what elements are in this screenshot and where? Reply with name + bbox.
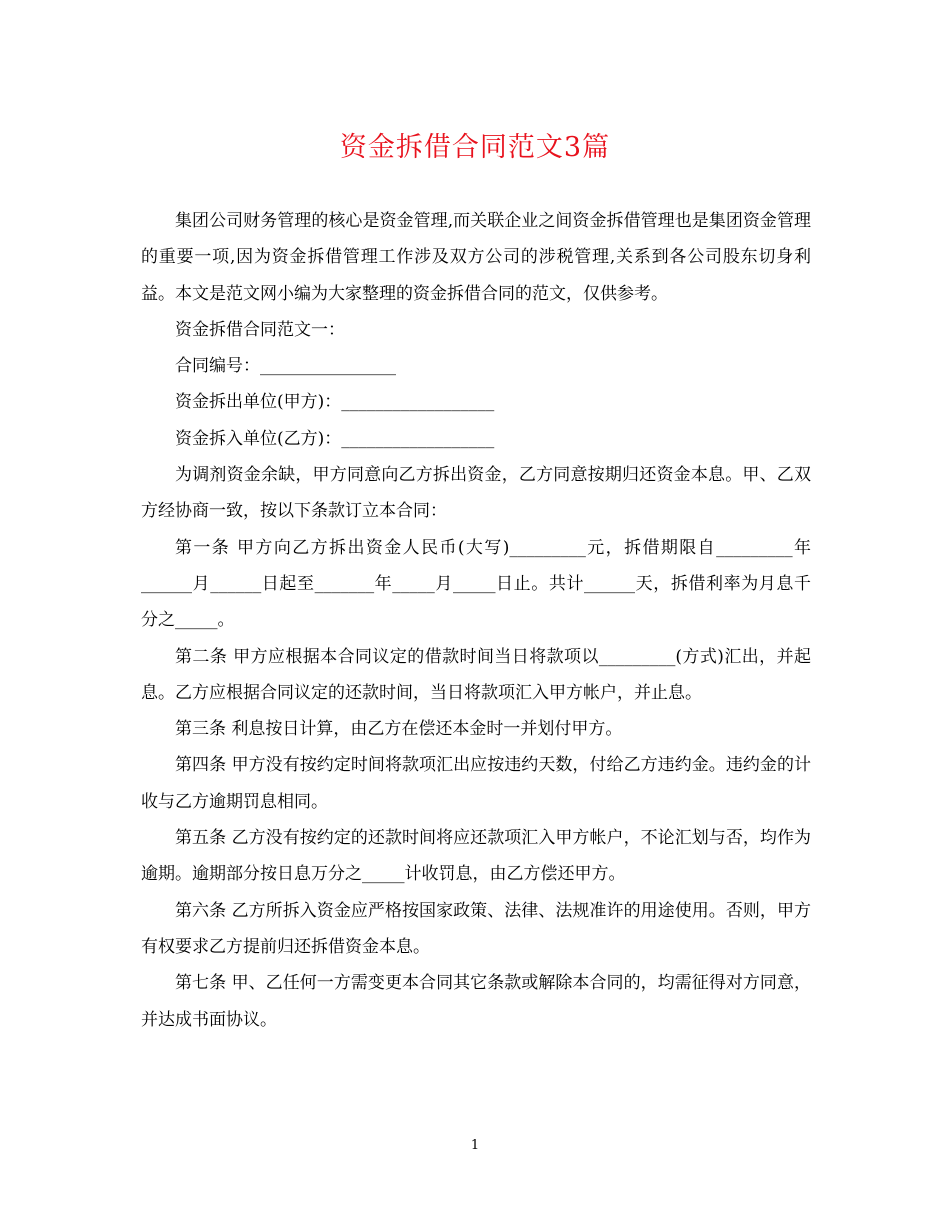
clause-7: 第七条 甲、乙任何一方需变更本合同其它条款或解除本合同的，均需征得对方同意，并达成书面协议。 <box>141 973 811 1030</box>
page-number: 1 <box>470 1138 480 1153</box>
lender-line: 资金拆出单位(甲方)：__________________ <box>175 392 495 413</box>
contract-number-line: 合同编号：________________ <box>175 356 396 377</box>
clause-4: 第四条 甲方没有按约定时间将款项汇出应按违约天数，付给乙方违约金。违约金的计收与乙方逾期罚息相同。 <box>141 755 811 812</box>
preamble-paragraph: 为调剂资金余缺，甲方同意向乙方拆出资金，乙方同意按期归还资金本息。甲、乙双方经协商一致，按以下条款订立本合同： <box>141 465 811 522</box>
clause-2: 第二条 甲方应根据本合同议定的借款时间当日将款项以_________(方式)汇出，并起息。乙方应根据合同议定的还款时间，当日将款项汇入甲方帐户，并止息。 <box>141 646 811 703</box>
borrower-line: 资金拆入单位(乙方)：__________________ <box>175 428 495 449</box>
clause-5: 第五条 乙方没有按约定的还款时间将应还款项汇入甲方帐户，不论汇划与否，均作为逾期。逾期部分按日息万分之_____计收罚息，由乙方偿还甲方。 <box>141 828 811 885</box>
intro-paragraph: 集团公司财务管理的核心是资金管理,而关联企业之间资金拆借管理也是集团资金管理的重要一项,因为资金拆借管理工作涉及双方公司的涉税管理,关系到各公司股东切身利益。本文是范文网小编为大家整理的资金拆借合同的范文，仅供参考。 <box>141 211 811 304</box>
clause-6: 第六条 乙方所拆入资金应严格按国家政策、法律、法规准许的用途使用。否则，甲方有权要求乙方提前归还拆借资金本息。 <box>141 900 811 957</box>
section-heading: 资金拆借合同范文一： <box>175 319 345 340</box>
document-body <box>141 203 811 1038</box>
clause-3: 第三条 利息按日计算，由乙方在偿还本金时一并划付甲方。 <box>175 719 623 740</box>
document-title: 资金拆借合同范文3篇 <box>339 132 611 163</box>
clause-1: 第一条 甲方向乙方拆出资金人民币(大写)_________元，拆借期限自_________年______月______日起至_______年_____月_____日止。共计______天，拆借利率为月息千分之_____。 <box>141 537 811 631</box>
